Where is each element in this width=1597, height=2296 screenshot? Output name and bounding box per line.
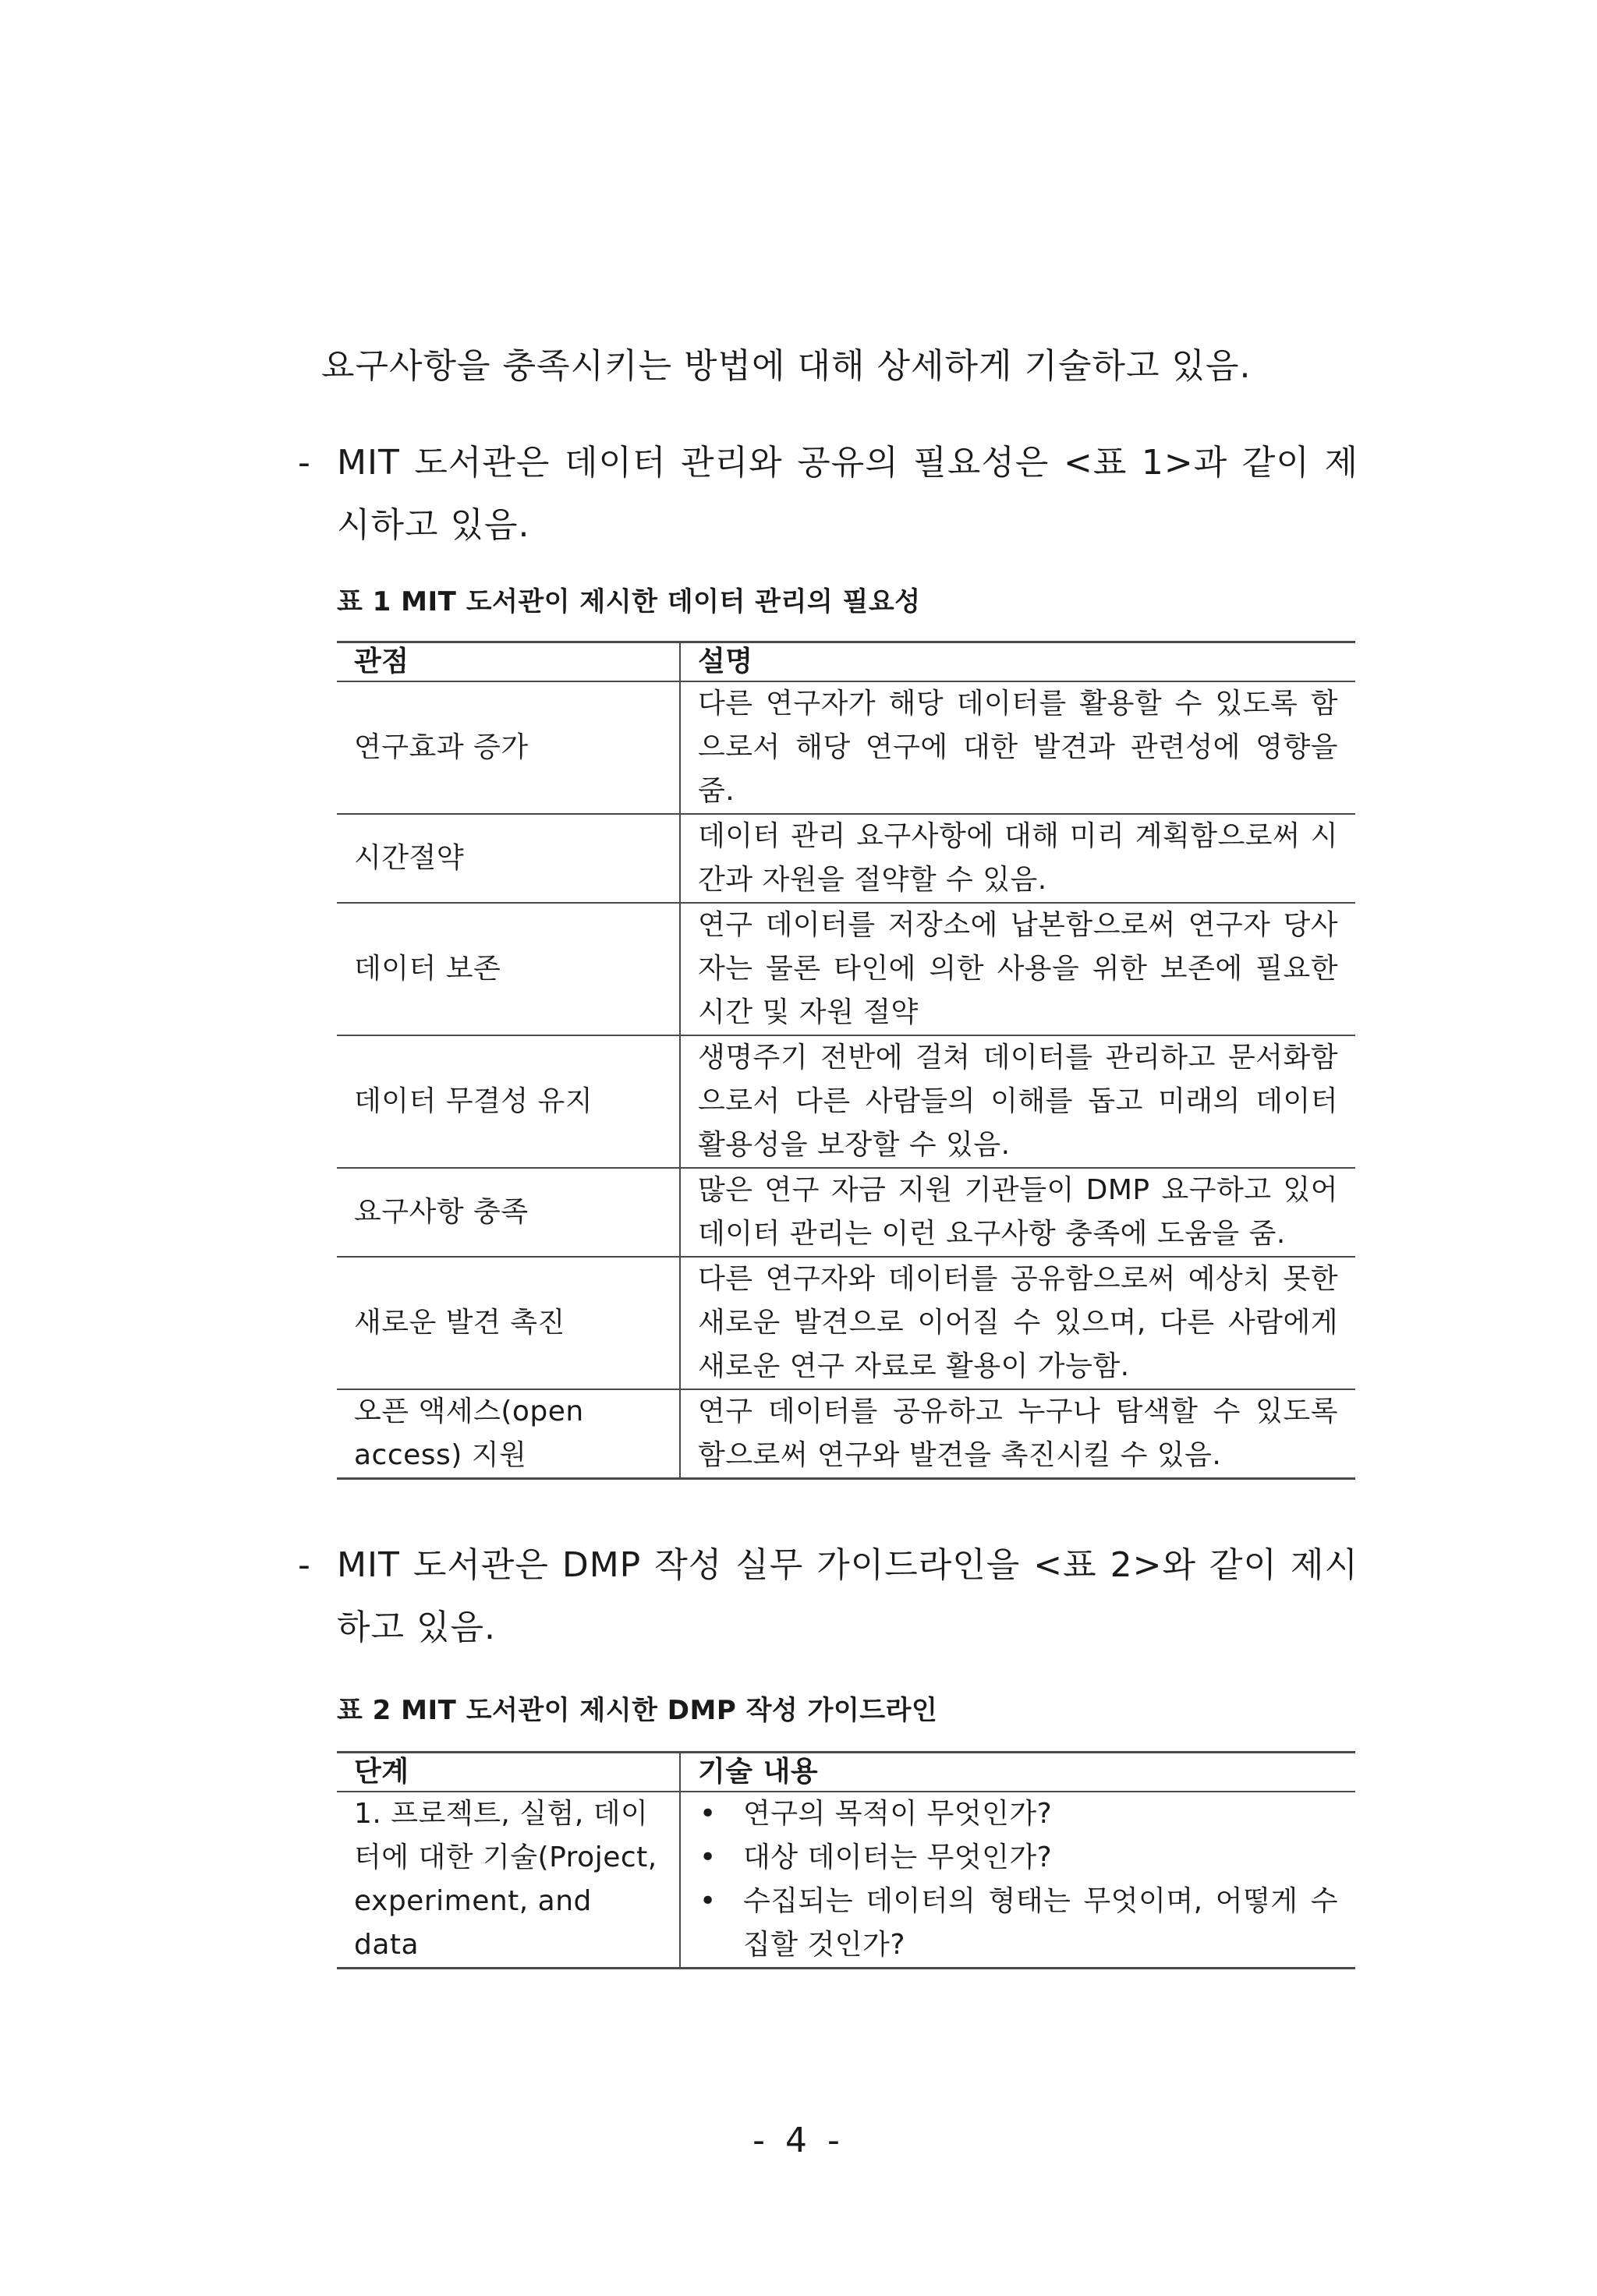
description-cell: 다른 연구자가 해당 데이터를 활용할 수 있도록 함으로서 해당 연구에 대한 발견과 관련성에 영향을 줌.	[680, 681, 1355, 814]
bullet-paragraph-2	[298, 1534, 1358, 1659]
bullet-paragraph-1-text: MIT 도서관은 데이터 관리와 공유의 필요성은 <표 1>과 같이 제시하고 있음.	[337, 443, 1358, 545]
table-row	[337, 681, 1355, 814]
dash-marker: -	[298, 443, 311, 483]
table-1-header-desc: 설명	[680, 642, 1355, 682]
description-cell: 생명주기 전반에 걸쳐 데이터를 관리하고 문서화함으로서 다른 사람들의 이해를 돕고 미래의 데이터 활용성을 보장할 수 있음.	[680, 1035, 1355, 1168]
table-2-header-step: 단계	[337, 1753, 680, 1792]
aspect-cell: 시간절약	[337, 814, 680, 903]
page-number: - 4 -	[752, 2121, 845, 2160]
table-row	[337, 1168, 1355, 1257]
table-1-header-row	[337, 642, 1355, 682]
table-2-caption: 표 2 MIT 도서관이 제시한 DMP 작성 가이드라인	[337, 1695, 938, 1726]
aspect-cell: 요구사항 충족	[337, 1168, 680, 1257]
table-row	[337, 1257, 1355, 1389]
aspect-cell: 오픈 액세스(open access) 지원	[337, 1389, 680, 1479]
content-cell	[680, 1792, 1355, 1969]
table-2	[337, 1751, 1355, 1969]
table-2-header-content: 기술 내용	[680, 1753, 1355, 1792]
table-row	[337, 814, 1355, 903]
description-cell: 데이터 관리 요구사항에 대해 미리 계획함으로써 시간과 자원을 절약할 수 있음.	[680, 814, 1355, 903]
list-item: • 대상 데이터는 무엇인가?	[698, 1836, 1338, 1880]
table-row	[337, 1389, 1355, 1479]
table-row	[337, 1792, 1355, 1969]
aspect-cell: 데이터 무결성 유지	[337, 1035, 680, 1168]
aspect-cell: 새로운 발견 촉진	[337, 1257, 680, 1389]
description-cell: 연구 데이터를 저장소에 납본함으로써 연구자 당사자는 물론 타인에 의한 사용을 위한 보존에 필요한 시간 및 자원 절약	[680, 903, 1355, 1035]
aspect-cell: 데이터 보존	[337, 903, 680, 1035]
description-cell: 연구 데이터를 공유하고 누구나 탐색할 수 있도록 함으로써 연구와 발견을 촉진시킬 수 있음.	[680, 1389, 1355, 1479]
table-row	[337, 903, 1355, 1035]
table-2-header-row	[337, 1753, 1355, 1792]
description-cell: 많은 연구 자금 지원 기관들이 DMP 요구하고 있어 데이터 관리는 이런 요구사항 충족에 도움을 줌.	[680, 1168, 1355, 1257]
dash-marker: -	[298, 1545, 311, 1585]
intro-paragraph-tail: 요구사항을 충족시키는 방법에 대해 상세하게 기술하고 있음.	[321, 346, 1252, 386]
step-cell: 1. 프로젝트, 실험, 데이터에 대한 기술(Project, experiment, and data	[337, 1792, 680, 1969]
question-list	[698, 1792, 1338, 1967]
table-row	[337, 1035, 1355, 1168]
list-item: • 수집되는 데이터의 형태는 무엇이며, 어떻게 수집할 것인가?	[698, 1880, 1338, 1967]
aspect-cell: 연구효과 증가	[337, 681, 680, 814]
table-1	[337, 641, 1355, 1480]
list-item: • 연구의 목적이 무엇인가?	[698, 1792, 1338, 1836]
bullet-paragraph-1	[298, 432, 1358, 557]
description-cell: 다른 연구자와 데이터를 공유함으로써 예상치 못한 새로운 발견으로 이어질 수 있으며, 다른 사람에게 새로운 연구 자료로 활용이 가능함.	[680, 1257, 1355, 1389]
table-1-caption: 표 1 MIT 도서관이 제시한 데이터 관리의 필요성	[337, 586, 921, 617]
table-1-header-aspect: 관점	[337, 642, 680, 682]
bullet-paragraph-2-text: MIT 도서관은 DMP 작성 실무 가이드라인을 <표 2>와 같이 제시하고 있음.	[337, 1545, 1358, 1647]
